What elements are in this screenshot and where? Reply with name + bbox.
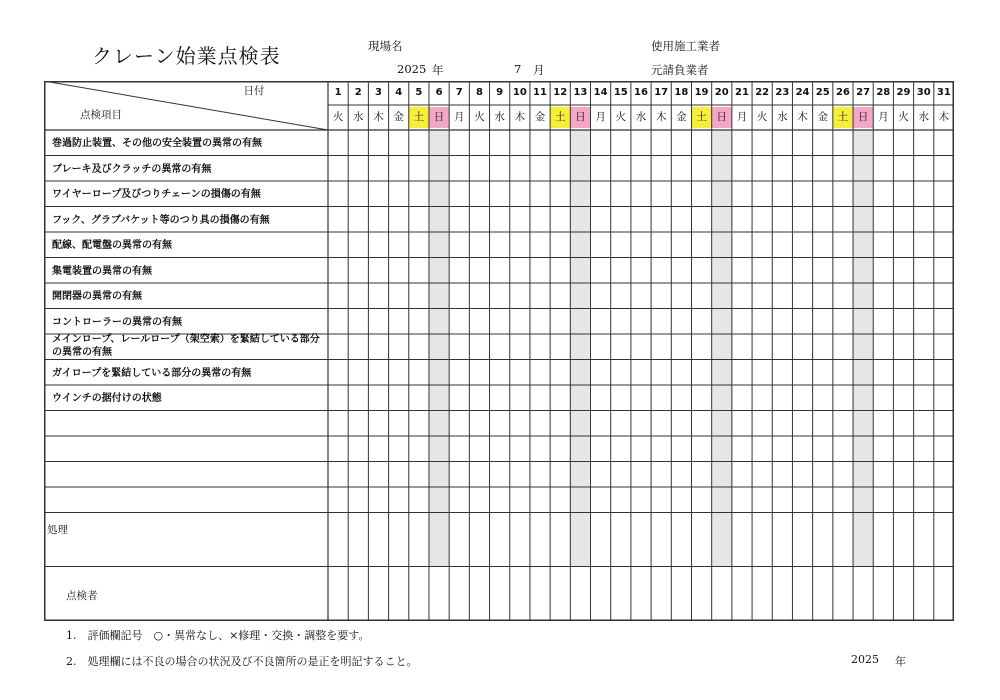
- day-number: 3: [374, 87, 382, 98]
- month-unit: 月: [533, 63, 545, 77]
- weekday-label: 水: [494, 111, 505, 123]
- weekday-label: 月: [878, 111, 889, 123]
- inspection-item: ガイロープを緊結している部分の異常の有無: [52, 367, 252, 379]
- year-value: 2025: [397, 62, 427, 76]
- prime-contractor-label: 元請負業者: [651, 63, 709, 77]
- day-number: 27: [856, 87, 871, 98]
- weekday-label: 土: [837, 111, 849, 123]
- weekday-label: 日: [575, 111, 586, 123]
- weekday-label: 日: [433, 111, 445, 123]
- item-header-label: 点検項目: [80, 109, 122, 121]
- weekday-label: 火: [615, 111, 627, 123]
- weekday-label: 水: [635, 111, 647, 123]
- day-number: 17: [654, 87, 669, 98]
- inspection-item: コントローラーの異常の有無: [52, 316, 182, 328]
- day-number: 4: [395, 87, 403, 98]
- footer-year-unit: 年: [895, 655, 906, 668]
- weekday-label: 土: [413, 111, 425, 123]
- weekday-label: 金: [676, 111, 687, 123]
- weekday-label: 月: [595, 111, 606, 123]
- day-number: 7: [455, 87, 463, 98]
- inspection-item: 集電装置の異常の有無: [52, 265, 152, 277]
- day-number: 2: [354, 87, 362, 98]
- weekday-label: 土: [696, 111, 707, 123]
- sunday-column-shade: [429, 130, 449, 567]
- day-number: 1: [334, 87, 342, 98]
- day-number: 18: [674, 87, 689, 98]
- inspection-item: 開閉器の異常の有無: [52, 291, 142, 302]
- page-title: クレーン始業点検表: [92, 44, 281, 68]
- date-header-label: 日付: [243, 85, 265, 97]
- day-number: 21: [734, 87, 749, 98]
- day-number: 16: [634, 87, 648, 98]
- inspection-item: ワイヤーロープ及びつりチェーンの損傷の有無: [52, 189, 261, 200]
- weekday-label: 月: [736, 111, 748, 123]
- weekday-label: 金: [393, 111, 404, 123]
- weekday-label: 土: [554, 111, 566, 123]
- weekday-label: 金: [817, 111, 828, 123]
- weekday-label: 木: [655, 111, 667, 123]
- day-number: 5: [415, 87, 423, 98]
- day-number: 29: [896, 87, 911, 98]
- inspection-item: ブレーキ及びクラッチの異常の有無: [52, 163, 212, 175]
- weekday-label: 木: [514, 111, 526, 123]
- day-number: 11: [533, 87, 547, 98]
- header-diagonal: [44, 81, 328, 130]
- inspection-item: ウインチの据付けの状態: [52, 393, 162, 404]
- year-unit: 年: [432, 63, 444, 77]
- weekday-label: 日: [716, 111, 728, 123]
- inspection-table: [44, 81, 954, 621]
- day-number: 15: [613, 87, 628, 98]
- day-number: 28: [876, 87, 891, 98]
- inspector-label: 点検者: [66, 590, 98, 602]
- day-number: 30: [916, 87, 931, 98]
- day-number: 24: [795, 87, 810, 98]
- day-number: 10: [512, 87, 527, 98]
- day-number: 25: [815, 87, 830, 98]
- day-number: 19: [694, 87, 709, 98]
- day-number: 26: [835, 87, 850, 98]
- day-number: 13: [573, 87, 588, 98]
- note-1: 1. 評価欄記号 ○・異常なし、×修理・交換・調整を要す。: [66, 629, 370, 642]
- site-name-label: 現場名: [368, 39, 403, 53]
- weekday-label: 月: [454, 111, 465, 123]
- day-number: 8: [475, 87, 483, 98]
- weekday-label: 木: [938, 111, 950, 123]
- sunday-column-shade: [570, 130, 590, 567]
- weekday-label: 金: [534, 111, 546, 123]
- weekday-label: 木: [373, 111, 384, 123]
- day-number: 9: [496, 87, 504, 98]
- weekday-label: 火: [898, 111, 909, 123]
- weekday-label: 水: [777, 111, 788, 123]
- day-number: 6: [435, 87, 443, 98]
- month-value: 7: [514, 62, 522, 76]
- weekday-label: 水: [918, 111, 929, 123]
- day-number: 12: [553, 87, 568, 98]
- inspection-item: 配線、配電盤の異常の有無: [52, 240, 172, 251]
- inspection-item: フック、グラブバケット等のつり具の損傷の有無: [52, 214, 270, 226]
- day-number: 20: [714, 87, 729, 98]
- day-number: 22: [755, 87, 770, 98]
- weekday-label: 火: [332, 111, 344, 123]
- inspection-item: 巻過防止装置、その他の安全装置の異常の有無: [52, 138, 262, 149]
- sunday-column-shade: [853, 130, 873, 567]
- footer-year: 2025: [851, 653, 879, 666]
- weekday-label: 水: [353, 111, 364, 123]
- sunday-column-shade: [712, 130, 732, 567]
- day-number: 23: [775, 87, 790, 98]
- note-2: 2. 処理欄には不良の場合の状況及び不良箇所の是正を明記すること。: [66, 655, 418, 668]
- weekday-label: 火: [474, 111, 485, 123]
- weekday-label: 日: [857, 111, 869, 123]
- user-contractor-label: 使用施工業者: [651, 39, 720, 53]
- day-number: 14: [593, 87, 608, 98]
- inspection-item: メインロープ、レールロープ（架空索）を緊結している部分の異常の有無: [52, 334, 320, 358]
- day-number: 31: [936, 87, 951, 98]
- weekday-label: 火: [756, 111, 768, 123]
- weekday-label: 木: [797, 111, 808, 123]
- processing-label: 処理: [47, 524, 68, 536]
